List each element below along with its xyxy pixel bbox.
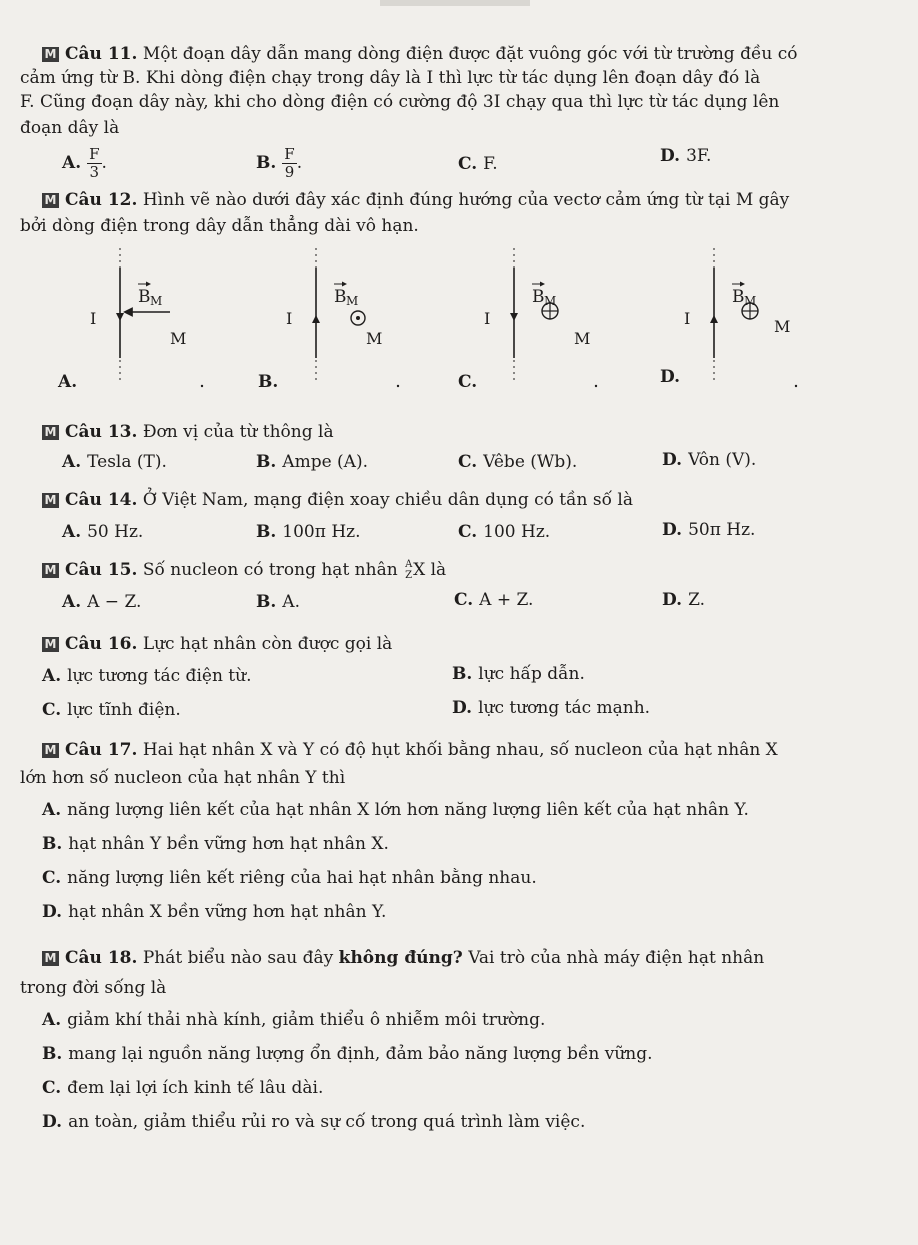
q13-option-d[interactable] (662, 450, 756, 470)
q13-option-b[interactable] (256, 452, 368, 472)
q13-option-c-text: Vêbe (Wb). (483, 452, 578, 472)
q11-b-tail: . (296, 153, 303, 173)
q16-option-d-text: lực tương tác mạnh. (478, 698, 651, 718)
q13-option-a[interactable] (62, 452, 167, 472)
q17-option-c-text: năng lượng liên kết riêng của hai hạt nhân bằng nhau. (67, 868, 537, 888)
q17-option-b-text: hạt nhân Y bền vững hơn hạt nhân X. (68, 834, 389, 854)
q15-option-c[interactable] (454, 590, 533, 610)
q16-option-a-label: A. (42, 666, 62, 686)
q12-panel-a-field-label: B (138, 287, 151, 307)
q11-option-a-label: A. (62, 153, 82, 173)
q11-option-b[interactable] (256, 146, 302, 181)
scan-edge-strip (380, 0, 530, 6)
q15-option-d-text: Z. (688, 590, 705, 610)
q18-option-c-label: C. (42, 1078, 62, 1098)
q14-level-badge: M (42, 493, 59, 508)
q17-option-a-label: A. (42, 800, 62, 820)
q12-panel-b-field-subscript: M (346, 294, 359, 308)
q15-element-symbol: X (413, 560, 426, 580)
q12-option-a-label: A. (58, 372, 78, 392)
q16-option-a[interactable] (42, 666, 251, 686)
q16-option-b-label: B. (452, 664, 473, 684)
q12-level-badge: M (42, 193, 59, 208)
q12-panel-b-field-label: B (334, 287, 347, 307)
q16-text: Lực hạt nhân còn được gọi là (142, 634, 393, 654)
q11-b-denominator: 9 (284, 163, 295, 181)
q15-text-after: là (430, 560, 447, 580)
q11-option-d-text: 3F. (686, 146, 712, 166)
q11-a-tail: . (101, 153, 107, 173)
q12-panel-b-point-label: M (366, 329, 383, 348)
q18-option-c[interactable] (42, 1078, 323, 1098)
q18-option-a[interactable] (42, 1010, 545, 1030)
q16-option-c-label: C. (42, 700, 62, 720)
q11-option-c-label: C. (458, 154, 478, 174)
q15-level-badge: M (42, 563, 59, 578)
q16-line-1 (42, 634, 392, 654)
q11-option-b-fraction (282, 146, 296, 181)
q12-panel-b-current-arrow-up-icon (312, 315, 320, 323)
q12-panel-c-field-label: B (532, 287, 545, 307)
q12-option-d[interactable] (660, 367, 686, 387)
q14-option-a[interactable] (62, 522, 143, 542)
q15-option-d-label: D. (662, 590, 683, 610)
q12-panel-c-point-label: M (574, 329, 591, 348)
q15-option-b-label: B. (256, 592, 277, 612)
q14-option-a-text: 50 Hz. (87, 522, 144, 542)
q11-option-c-text: F. (483, 154, 498, 174)
q12-panel-a-current-arrow-down-icon (116, 313, 124, 321)
q15-mass-number: A (405, 559, 413, 570)
q12-panel-b-point-dot (397, 385, 399, 387)
q13-option-a-text: Tesla (T). (87, 452, 167, 472)
q14-option-c-text: 100 Hz. (483, 522, 551, 542)
q18-text-2: trong đời sống là (20, 978, 167, 998)
q13-option-b-label: B. (256, 452, 277, 472)
q13-option-c-label: C. (458, 452, 478, 472)
q12-panel-c-field-subscript: M (544, 294, 557, 308)
q12-panel-d-current-arrow-up-icon (710, 315, 718, 323)
q15-option-a[interactable] (62, 592, 141, 612)
q13-option-d-label: D. (662, 450, 683, 470)
q12-line-1 (42, 190, 789, 210)
q12-option-c-label: C. (458, 372, 478, 392)
q15-line-1 (42, 560, 446, 580)
q13-text: Đơn vị của từ thông là (142, 422, 334, 442)
q15-number: Câu 15. (65, 560, 138, 580)
q17-option-c-label: C. (42, 868, 62, 888)
q12-number: Câu 12. (65, 190, 138, 210)
q14-option-d-text: 50π Hz. (688, 520, 756, 540)
q16-option-c-text: lực tĩnh điện. (67, 700, 181, 720)
q13-option-a-label: A. (62, 452, 82, 472)
q12-option-b-label: B. (258, 372, 279, 392)
q18-text-after: Vai trò của nhà máy điện hạt nhân (468, 948, 765, 968)
q11-number: Câu 11. (65, 44, 138, 64)
q14-option-b[interactable] (256, 522, 361, 542)
q13-level-badge: M (42, 425, 59, 440)
q17-line-1 (42, 740, 778, 760)
q11-text-1: Một đoạn dây dẫn mang dòng điện được đặt vuông góc với từ trường đều có (142, 44, 798, 64)
q17-option-b[interactable] (42, 834, 389, 854)
q12-panel-d (684, 248, 797, 387)
q13-line-1 (42, 422, 334, 442)
q12-panel-c-current-arrow-down-icon (510, 313, 518, 321)
q14-option-d[interactable] (662, 520, 755, 540)
q18-option-d[interactable] (42, 1112, 585, 1132)
q18-text-emphasis: không đúng? (338, 948, 463, 968)
q11-option-a[interactable] (62, 146, 107, 181)
q15-option-d[interactable] (662, 590, 705, 610)
q14-number: Câu 14. (65, 490, 138, 510)
q14-option-c-label: C. (458, 522, 478, 542)
q13-number: Câu 13. (65, 422, 138, 442)
q18-number: Câu 18. (65, 948, 138, 968)
q15-text-before: Số nucleon có trong hạt nhân (142, 560, 398, 580)
q18-option-a-label: A. (42, 1010, 62, 1030)
q16-number: Câu 16. (65, 634, 138, 654)
q13-option-d-text: Vôn (V). (688, 450, 757, 470)
q11-option-d[interactable] (660, 146, 711, 166)
q12-panel-d-point-dot (795, 385, 797, 387)
q11-b-numerator: F (284, 145, 295, 163)
q13-option-c[interactable] (458, 452, 577, 472)
q11-level-badge: M (42, 47, 59, 62)
q11-option-a-fraction (87, 146, 101, 181)
q12-panel-a-point-dot (201, 385, 203, 387)
q18-level-badge: M (42, 951, 59, 966)
q12-panel-d-field-subscript: M (744, 294, 757, 308)
q14-option-a-label: A. (62, 522, 82, 542)
q17-option-b-label: B. (42, 834, 63, 854)
q12-panel-a-field-subscript: M (150, 294, 163, 308)
q18-option-b-label: B. (42, 1044, 63, 1064)
q16-option-d[interactable] (452, 698, 650, 718)
q16-level-badge: M (42, 637, 59, 652)
q14-option-b-label: B. (256, 522, 277, 542)
q12-option-b[interactable] (258, 372, 284, 392)
q12-option-a[interactable] (58, 372, 83, 392)
q12-panel-c (484, 248, 597, 387)
q17-number: Câu 17. (65, 740, 138, 760)
q11-option-d-label: D. (660, 146, 681, 166)
q11-text-3: F. Cũng đoạn dây này, khi cho dòng điện có cường độ 3I chạy qua thì lực từ tác dụng lên (20, 92, 780, 112)
q17-option-d-label: D. (42, 902, 63, 922)
q18-option-b-text: mang lại nguồn năng lượng ổn định, đảm bảo năng lượng bền vững. (68, 1044, 653, 1064)
q18-option-b[interactable] (42, 1044, 653, 1064)
q15-option-a-label: A. (62, 592, 82, 612)
q12-panel-b-current-label: I (286, 309, 293, 328)
q18-line-1 (42, 948, 764, 968)
q16-option-b[interactable] (452, 664, 585, 684)
q16-option-c[interactable] (42, 700, 181, 720)
q17-option-a[interactable] (42, 800, 749, 820)
q16-option-d-label: D. (452, 698, 473, 718)
q15-atomic-number: Z (405, 570, 413, 581)
q12-panel-a (90, 248, 203, 387)
q18-option-d-text: an toàn, giảm thiểu rủi ro và sự cố trong quá trình làm việc. (68, 1112, 586, 1132)
q17-option-c[interactable] (42, 868, 537, 888)
q18-text-before: Phát biểu nào sau đây (142, 948, 334, 968)
q15-option-b-text: A. (282, 592, 300, 612)
q15-nuclide-symbol (403, 561, 413, 579)
q15-option-b[interactable] (256, 592, 300, 612)
q17-option-d[interactable] (42, 902, 386, 922)
q13-option-b-text: Ampe (A). (282, 452, 368, 472)
q17-level-badge: M (42, 743, 59, 758)
q11-text-4: đoạn dây là (20, 118, 120, 138)
q15-option-a-text: A − Z. (87, 592, 142, 612)
q12-panel-b-field-dot-icon (356, 316, 360, 320)
q14-text: Ở Việt Nam, mạng điện xoay chiều dân dụng có tần số là (142, 490, 634, 510)
q12-panel-a-point-label: M (170, 329, 187, 348)
q16-option-a-text: lực tương tác điện từ. (67, 666, 252, 686)
q14-option-c[interactable] (458, 522, 550, 542)
q12-text-1: Hình vẽ nào dưới đây xác định đúng hướng của vectơ cảm ứng từ tại M gây (142, 190, 790, 210)
q17-text-2: lớn hơn số nucleon của hạt nhân Y thì (20, 768, 346, 788)
q11-option-c[interactable] (458, 154, 498, 174)
q12-option-c[interactable] (458, 372, 483, 392)
q18-option-d-label: D. (42, 1112, 63, 1132)
q12-text-2: bởi dòng điện trong dây dẫn thẳng dài vô hạn. (20, 216, 419, 236)
q12-panel-d-field-label: B (732, 287, 745, 307)
q14-option-d-label: D. (662, 520, 683, 540)
q12-panel-d-current-label: I (684, 309, 691, 328)
q12-panel-c-current-label: I (484, 309, 491, 328)
q16-option-b-text: lực hấp dẫn. (478, 664, 585, 684)
q14-line-1 (42, 490, 633, 510)
q12-panel-a-current-label: I (90, 309, 97, 328)
q12-option-d-label: D. (660, 367, 681, 387)
q17-option-d-text: hạt nhân X bền vững hơn hạt nhân Y. (68, 902, 387, 922)
q12-panel-c-point-dot (595, 385, 597, 387)
q17-option-a-text: năng lượng liên kết của hạt nhân X lớn hơn năng lượng liên kết của hạt nhân Y. (67, 800, 749, 820)
q18-option-a-text: giảm khí thải nhà kính, giảm thiểu ô nhiễm môi trường. (67, 1010, 546, 1030)
q11-option-b-label: B. (256, 153, 277, 173)
q12-panel-b (286, 248, 399, 387)
q17-text-1: Hai hạt nhân X và Y có độ hụt khối bằng nhau, số nucleon của hạt nhân X (142, 740, 778, 760)
q12-panel-d-point-label: M (774, 317, 791, 336)
q15-option-c-text: A + Z. (479, 590, 534, 610)
q11-a-numerator: F (89, 145, 100, 163)
q18-option-c-text: đem lại lợi ích kinh tế lâu dài. (67, 1078, 324, 1098)
q11-a-denominator: 3 (89, 163, 100, 181)
q15-option-c-label: C. (454, 590, 474, 610)
q11-line-1 (42, 44, 798, 64)
q11-text-2: cảm ứng từ B. Khi dòng điện chạy trong dây là I thì lực từ tác dụng lên đoạn dây đó là (20, 68, 761, 88)
q14-option-b-text: 100π Hz. (282, 522, 361, 542)
